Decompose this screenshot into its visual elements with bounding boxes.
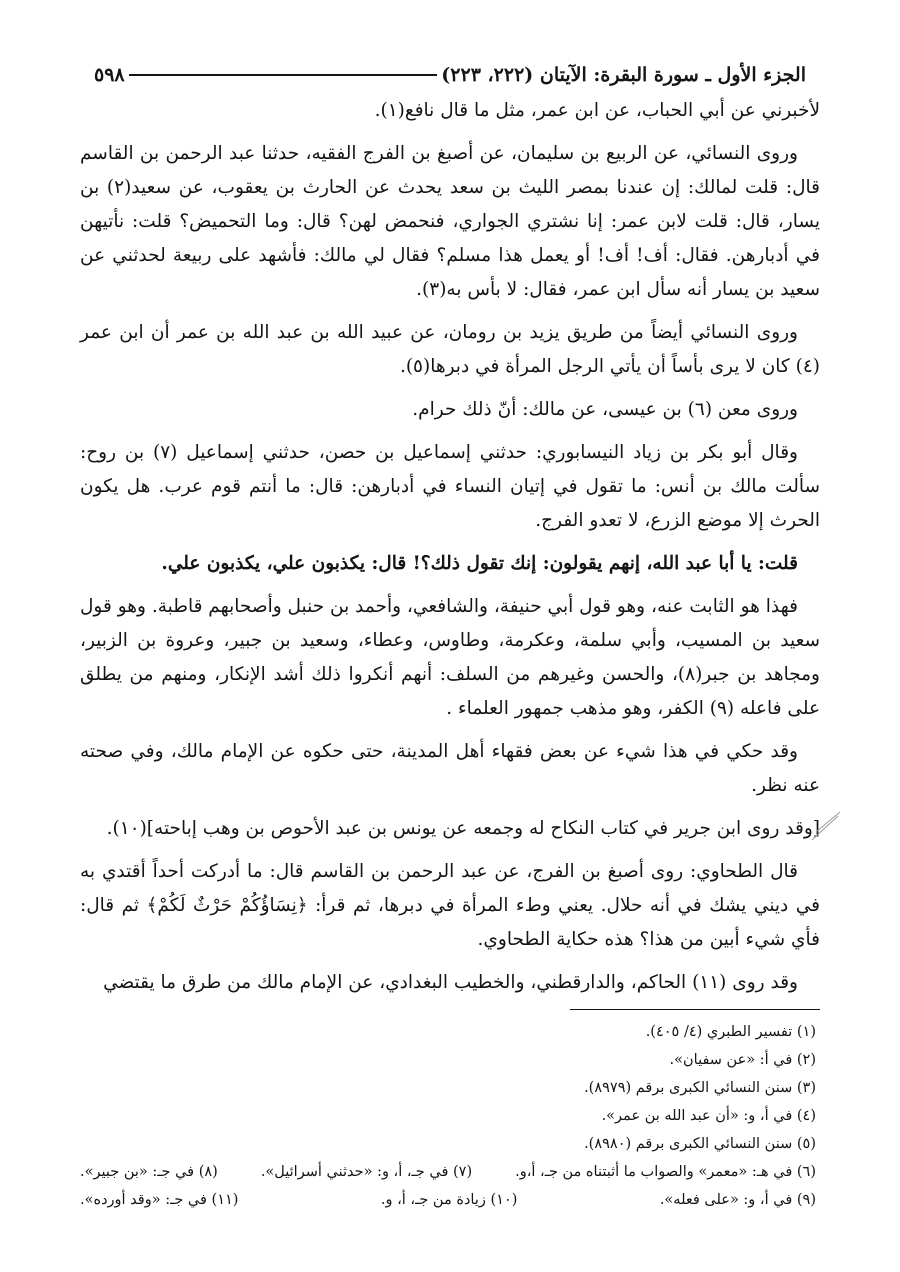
footnote-row bbox=[80, 1186, 820, 1214]
footnote: (١٠) زيادة من جـ، أ، و. bbox=[380, 1192, 518, 1208]
scan-mark-icon bbox=[808, 810, 842, 850]
footnote-row bbox=[80, 1158, 820, 1186]
paragraph: لأخبرني عن أبي الحباب، عن ابن عمر، مثل ما قال نافع(١). bbox=[374, 100, 820, 121]
running-title: الجزء الأول ـ سورة البقرة: الآيتان (٢٢٢، ٢٢٣) bbox=[441, 64, 806, 86]
paragraph: وقد حكي في هذا شيء عن بعض فقهاء أهل المدينة، حتى حكوه عن الإمام مالك، وفي صحته عنه نظر. bbox=[80, 741, 820, 796]
paragraph: وروى النسائي أيضاً من طريق يزيد بن رومان، عن عبيد الله بن عبد الله بن عمر أن ابن عمر (٤) كان لا يرى بأساً أن يأتي الرجل المرأة في دبرها(٥). bbox=[80, 322, 820, 377]
footnote: (٣) سنن النسائي الكبرى برقم (٨٩٧٩). bbox=[584, 1080, 816, 1096]
paragraph: وقال أبو بكر بن زياد النيسابوري: حدثني إسماعيل بن حصن، حدثني إسماعيل (٧) بن روح: سألت مالك بن أنس: ما تقول في إتيان النساء في أدبارهن: قال: ما أنتم قوم عرب. هل يكون الحرث إلا موضع الزرع، لا تعدو الفرج. bbox=[80, 442, 820, 531]
paragraph: [وقد روى ابن جرير في كتاب النكاح له وجمعه عن يونس بن عبد الأحوص بن وهب إباحته](١٠). bbox=[106, 818, 820, 839]
paragraph: وروى معن (٦) بن عيسى، عن مالك: أنّ ذلك حرام. bbox=[412, 399, 798, 420]
footnote: (١١) في جـ: «وقد أورده». bbox=[80, 1192, 239, 1208]
paragraph: فهذا هو الثابت عنه، وهو قول أبي حنيفة، والشافعي، وأحمد بن حنبل وأصحابهم قاطبة. وهو قول سعيد بن المسيب، وأبي سلمة، وعكرمة، وطاوس، وعطاء، وسعيد بن جبير، وعروة بن الزبير، ومجاهد بن جبر(٨)، والحسن وغيرهم من السلف: أنهم أنكروا ذلك أشد الإنكار، ومنهم من يطلق على فاعله (٩) الكفر، وهو مذهب جمهور العلماء . bbox=[79, 596, 820, 719]
paragraph: قال الطحاوي: روى أصبغ بن الفرج، عن عبد الرحمن بن القاسم قال: ما أدركت أحداً أقتدي به في ديني يشك في أنه حلال. يعني وطء المرأة في دبرها، ثم قرأ: ﴿نِسَاؤُكُمْ حَرْثٌ لَكُمْ﴾ ثم قال: فأي شيء أبين من هذا؟ هذه حكاية الطحاوي. bbox=[80, 861, 820, 950]
footnote: (٧) في جـ، أ، و: «حدثني أسرائيل». bbox=[260, 1164, 473, 1180]
footnote: (١) تفسير الطبري (٤/ ٤٠٥). bbox=[645, 1024, 816, 1040]
paragraph: وقد روى (١١) الحاكم، والدارقطني، والخطيب البغدادي، عن الإمام مالك من طرق ما يقتضي bbox=[103, 972, 798, 993]
footnote: (٩) في أ، و: «على فعله». bbox=[659, 1192, 816, 1208]
footnote: (٢) في أ: «عن سفيان». bbox=[669, 1052, 816, 1068]
footnote: (٨) في جـ: «بن جبير». bbox=[80, 1164, 218, 1180]
footnote: (٤) في أ، و: «أن عبد الله بن عمر». bbox=[601, 1108, 816, 1124]
page-header bbox=[80, 58, 820, 92]
footnotes bbox=[80, 1018, 820, 1214]
paragraph: وروى النسائي، عن الربيع بن سليمان، عن أصبغ بن الفرج الفقيه، حدثنا عبد الرحمن بن القاسم قال: قلت لمالك: إن عندنا بمصر الليث بن سعد يحدث عن الحارث بن يعقوب، عن سعيد(٢) بن يسار، قال: قلت لابن عمر: إنا نشتري الجواري، فنحمض لهن؟ قال: وما التحميض؟ قلت: نأتيهن في أدبارهن. فقال: أف! أف! أو يعمل هذا مسلم؟ فقال لي مالك: فأشهد على ربيعة لحدثني عن سعيد بن يسار أنه سأل ابن عمر، فقال: لا بأس به(٣). bbox=[80, 143, 820, 300]
footnote: (٥) سنن النسائي الكبرى برقم (٨٩٨٠). bbox=[584, 1136, 816, 1152]
header-rule bbox=[129, 74, 438, 76]
body-text bbox=[80, 94, 820, 1000]
footnote-separator bbox=[570, 1009, 820, 1010]
paragraph: قلت: يا أبا عبد الله، إنهم يقولون: إنك تقول ذلك؟! قال: يكذبون علي، يكذبون علي. bbox=[161, 553, 798, 574]
footnote: (٦) في هـ: «معمر» والصواب ما أثبتناه من جـ، أ،و. bbox=[515, 1164, 816, 1180]
page-number: ٥٩٨ bbox=[94, 64, 125, 86]
